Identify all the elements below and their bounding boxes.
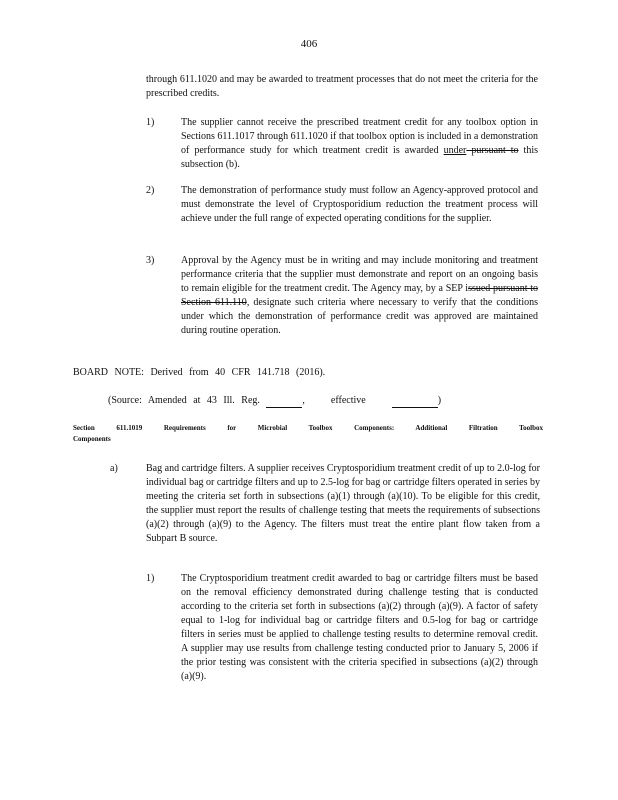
reg-blank [266, 397, 302, 408]
intro-paragraph: through 611.1020 and may be awarded to treatment processes that do not meet the criteria for the prescribed credits. [146, 74, 538, 99]
page-number: 406 [300, 38, 318, 50]
item-3-text-end: , designate such criteria where necessary to verify that the conditions under which the demonstration of performance credit was approved are maintained during routine operation. [181, 297, 538, 336]
item-1-inserted-text: under [443, 145, 467, 156]
subsection-a1-marker: 1) [146, 573, 155, 584]
source-lead: (Source: Amended at 43 Ill. Reg. [108, 395, 260, 406]
effective-blank [392, 397, 438, 408]
subsection-a-paragraph: Bag and cartridge filters. A supplier receives Cryptosporidium treatment credit of up to 2.0-log for individual bag or cartridge filters and up to 2.5-log for bag or cartridge filters operated in series by meeting the criteria set forth in subsections (a)(1) through (a)(10). To be eligible for this credit, the supplier must report the results of challenge testing that meets the requirements of subsections (a)(2) through (a)(9) to the Agency. The filters must treat the entire plant flow taken from a Subpart B source. [146, 463, 540, 544]
item-3-marker: 3) [146, 255, 155, 266]
item-2-paragraph: The demonstration of performance study must follow an Agency-approved protocol and must demonstrate the level of Cryptosporidium reduction the treatment process will achieve under the full range of expected operating conditions for the supplier. [181, 185, 538, 224]
section-title: Requirements for Microbial Toolbox Components: Additional Filtration Toolbox Components [73, 424, 544, 443]
item-3-paragraph [181, 254, 538, 338]
source-effective: effective [330, 395, 366, 406]
board-note: BOARD NOTE: Derived from 40 CFR 141.718 (2016). [73, 367, 326, 378]
item-2-marker: 2) [146, 185, 155, 196]
section-heading [73, 423, 543, 445]
item-1-marker: 1) [146, 117, 155, 128]
item-3-text: Approval by the Agency must be in writing and may include monitoring and treatment performance criteria that the supplier must demonstrate and report on an ongoing basis to remain eligible for the treatment credit. The Agency may, by a SEP i [181, 255, 538, 294]
subsection-a-marker: a) [110, 463, 118, 474]
item-1-paragraph [181, 116, 538, 172]
source-close: ) [437, 395, 442, 406]
subsection-a1-paragraph: The Cryptosporidium treatment credit awarded to bag or cartridge filters must be based on the removal efficiency demonstrated during challenge testing that is conducted according to the criteria set forth in subsections (a)(2) through (a)(9). A factor of safety equal to 1-log for individual bag or cartridge filters and 0.5-log for bag or cartridge filters in series must be applied to challenge testing results to determine removal credit. A supplier may use results from challenge testing conducted prior to January 5, 2006 if the prior testing was consistent with the criteria specified in subsections (a)(2) through (a)(9). [181, 573, 538, 682]
item-1-text: The supplier cannot receive the prescribed treatment credit for any toolbox option in Sections 611.1017 through 611.1020 if that toolbox option is included in a demonstration of performance study for which treatment credit is awarded [181, 117, 539, 156]
source-line [108, 394, 508, 408]
section-label: Section 611.1019 [73, 424, 143, 432]
item-1-text-end: this subsection (b). [181, 145, 538, 170]
source-comma: , [302, 395, 305, 406]
item-1-deleted-text: pursuant to [466, 145, 519, 156]
item-3-deleted-text: ssued pursuant to Section 611.110 [181, 283, 538, 308]
